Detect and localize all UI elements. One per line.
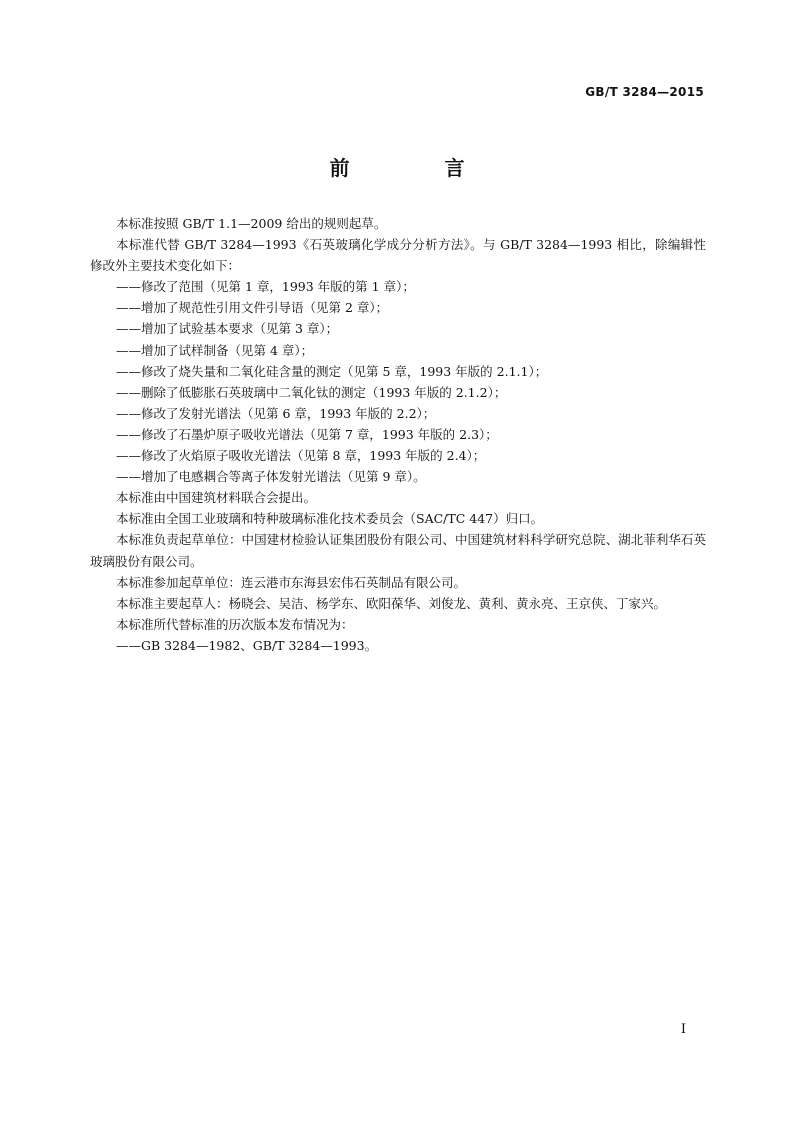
paragraph-responsible-drafters: 本标准负责起草单位：中国建材检验认证集团股份有限公司、中国建筑材料科学研究总院、湖北菲利华石英玻璃股份有限公司。 bbox=[90, 532, 706, 569]
change-item-loss-on-ignition: ——修改了烧失量和二氧化硅含量的测定（见第 5 章，1993 年版的 2.1.1）； bbox=[116, 363, 548, 379]
change-item-sample-preparation: ——增加了试样制备（见第 4 章）； bbox=[116, 342, 314, 358]
change-item-scope: ——修改了范围（见第 1 章，1993 年版的第 1 章）； bbox=[116, 279, 415, 295]
change-item-basic-requirements: ——增加了试验基本要求（见第 3 章）； bbox=[116, 321, 339, 337]
change-item-flame-aas: ——修改了火焰原子吸收光谱法（见第 8 章，1993 年版的 2.4）； bbox=[116, 448, 486, 464]
change-item-emission-spectrometry: ——修改了发射光谱法（见第 6 章，1993 年版的 2.2）； bbox=[116, 405, 436, 421]
page-title: 前 言 bbox=[329, 156, 509, 180]
standard-code: GB/T 3284—2015 bbox=[585, 85, 704, 99]
change-item-graphite-furnace-aas: ——修改了石墨炉原子吸收光谱法（见第 7 章，1993 年版的 2.3）； bbox=[116, 426, 498, 442]
paragraph-replacement: 本标准代替 GB/T 3284—1993《石英玻璃化学成分分析方法》。与 GB/T 3284—1993 相比，除编辑性修改外主要技术变化如下： bbox=[90, 237, 706, 274]
change-item-icp-oes: ——增加了电感耦合等离子体发射光谱法（见第 9 章）。 bbox=[116, 469, 426, 485]
release-history-item: ——GB 3284—1982、GB/T 3284—1993。 bbox=[116, 637, 378, 653]
paragraph-main-drafters: 本标准主要起草人：杨晓会、吴洁、杨学东、欧阳葆华、刘俊龙、黄利、黄永亮、王京侠、丁家兴。 bbox=[116, 595, 667, 611]
paragraph-participating-drafters: 本标准参加起草单位：连云港市东海县宏伟石英制品有限公司。 bbox=[116, 574, 467, 590]
paragraph-under-jurisdiction: 本标准由全国工业玻璃和特种玻璃标准化技术委员会（SAC/TC 447）归口。 bbox=[116, 511, 544, 527]
paragraph-release-history: 本标准所代替标准的历次版本发布情况为： bbox=[116, 616, 354, 632]
change-item-normative-references: ——增加了规范性引用文件引导语（见第 2 章）； bbox=[116, 300, 389, 316]
paragraph-drafting-rules: 本标准按照 GB/T 1.1—2009 给出的规则起草。 bbox=[116, 216, 387, 231]
paragraph-proposed-by: 本标准由中国建筑材料联合会提出。 bbox=[116, 490, 317, 506]
foreword-body bbox=[90, 213, 706, 656]
page-number: I bbox=[680, 1022, 686, 1037]
change-item-titanium-dioxide: ——删除了低膨胀石英玻璃中二氧化钛的测定（1993 年版的 2.1.2）； bbox=[116, 384, 507, 400]
